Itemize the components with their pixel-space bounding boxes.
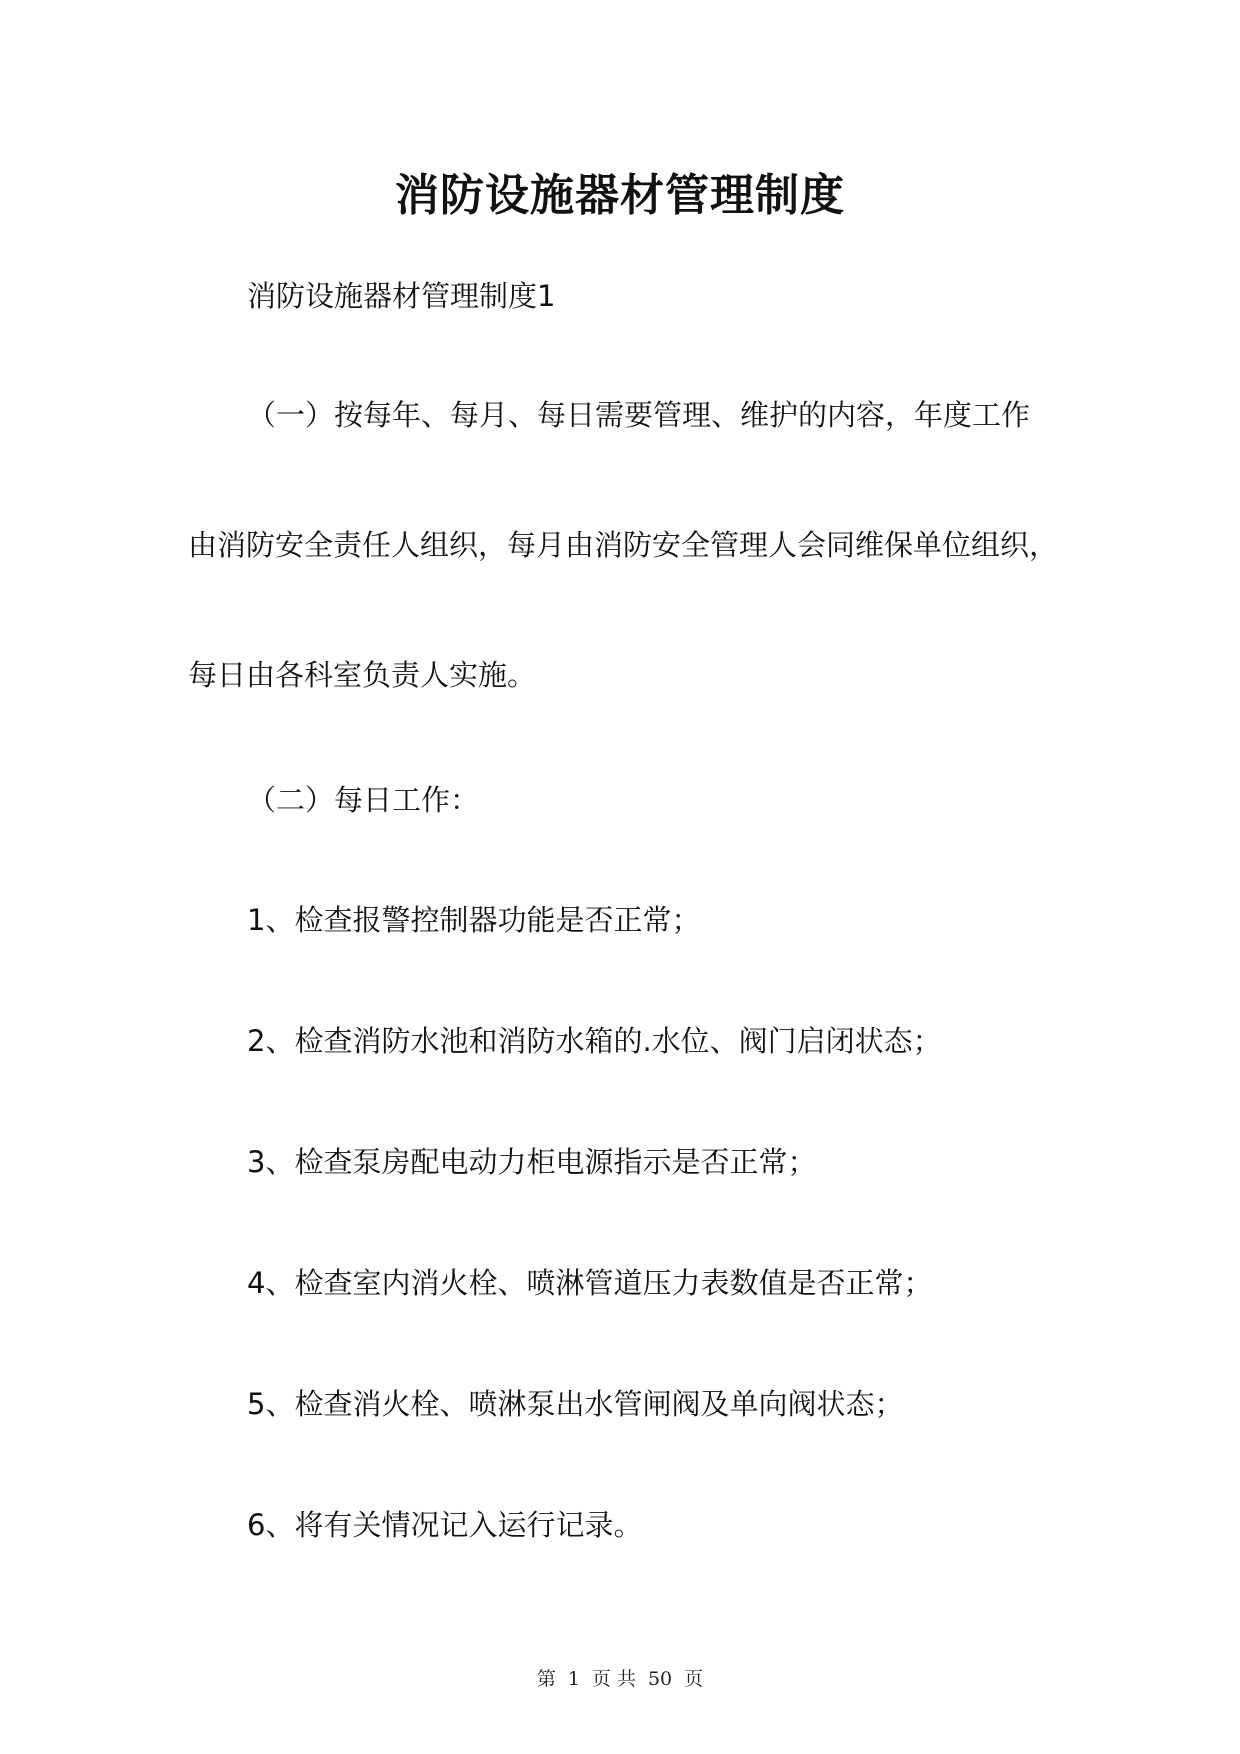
paragraph-1-line-1: （一）按每年、每月、每日需要管理、维护的内容，年度工作 — [247, 398, 1031, 432]
footer-suffix: 页 — [684, 1668, 704, 1690]
list-item: 2、检查消防水池和消防水箱的.水位、阀门启闭状态； — [247, 1024, 942, 1058]
footer-prefix: 第 — [536, 1668, 556, 1690]
list-item: 1、检查报警控制器功能是否正常； — [247, 903, 701, 937]
document-title: 消防设施器材管理制度 — [395, 170, 845, 221]
footer-middle: 页 共 — [591, 1668, 636, 1690]
footer-total-pages: 50 — [647, 1668, 673, 1690]
section-heading: 消防设施器材管理制度1 — [247, 279, 556, 313]
paragraph-1-line-2: 由消防安全责任人组织，每月由消防安全管理人会同维保单位组织， — [188, 528, 1059, 562]
paragraph-1-line-3: 每日由各科室负责人实施。 — [188, 658, 537, 692]
list-item: 3、检查泵房配电动力柜电源指示是否正常； — [247, 1145, 817, 1179]
list-item: 5、检查消火栓、喷淋泵出水管闸阀及单向阀状态； — [247, 1387, 904, 1421]
paragraph-2: （二）每日工作： — [247, 783, 480, 817]
list-item: 6、将有关情况记入运行记录。 — [247, 1508, 643, 1542]
page-footer — [0, 1666, 1240, 1692]
list-item: 4、检查室内消火栓、喷淋管道压力表数值是否正常； — [247, 1266, 933, 1300]
footer-current-page: 1 — [567, 1668, 580, 1690]
